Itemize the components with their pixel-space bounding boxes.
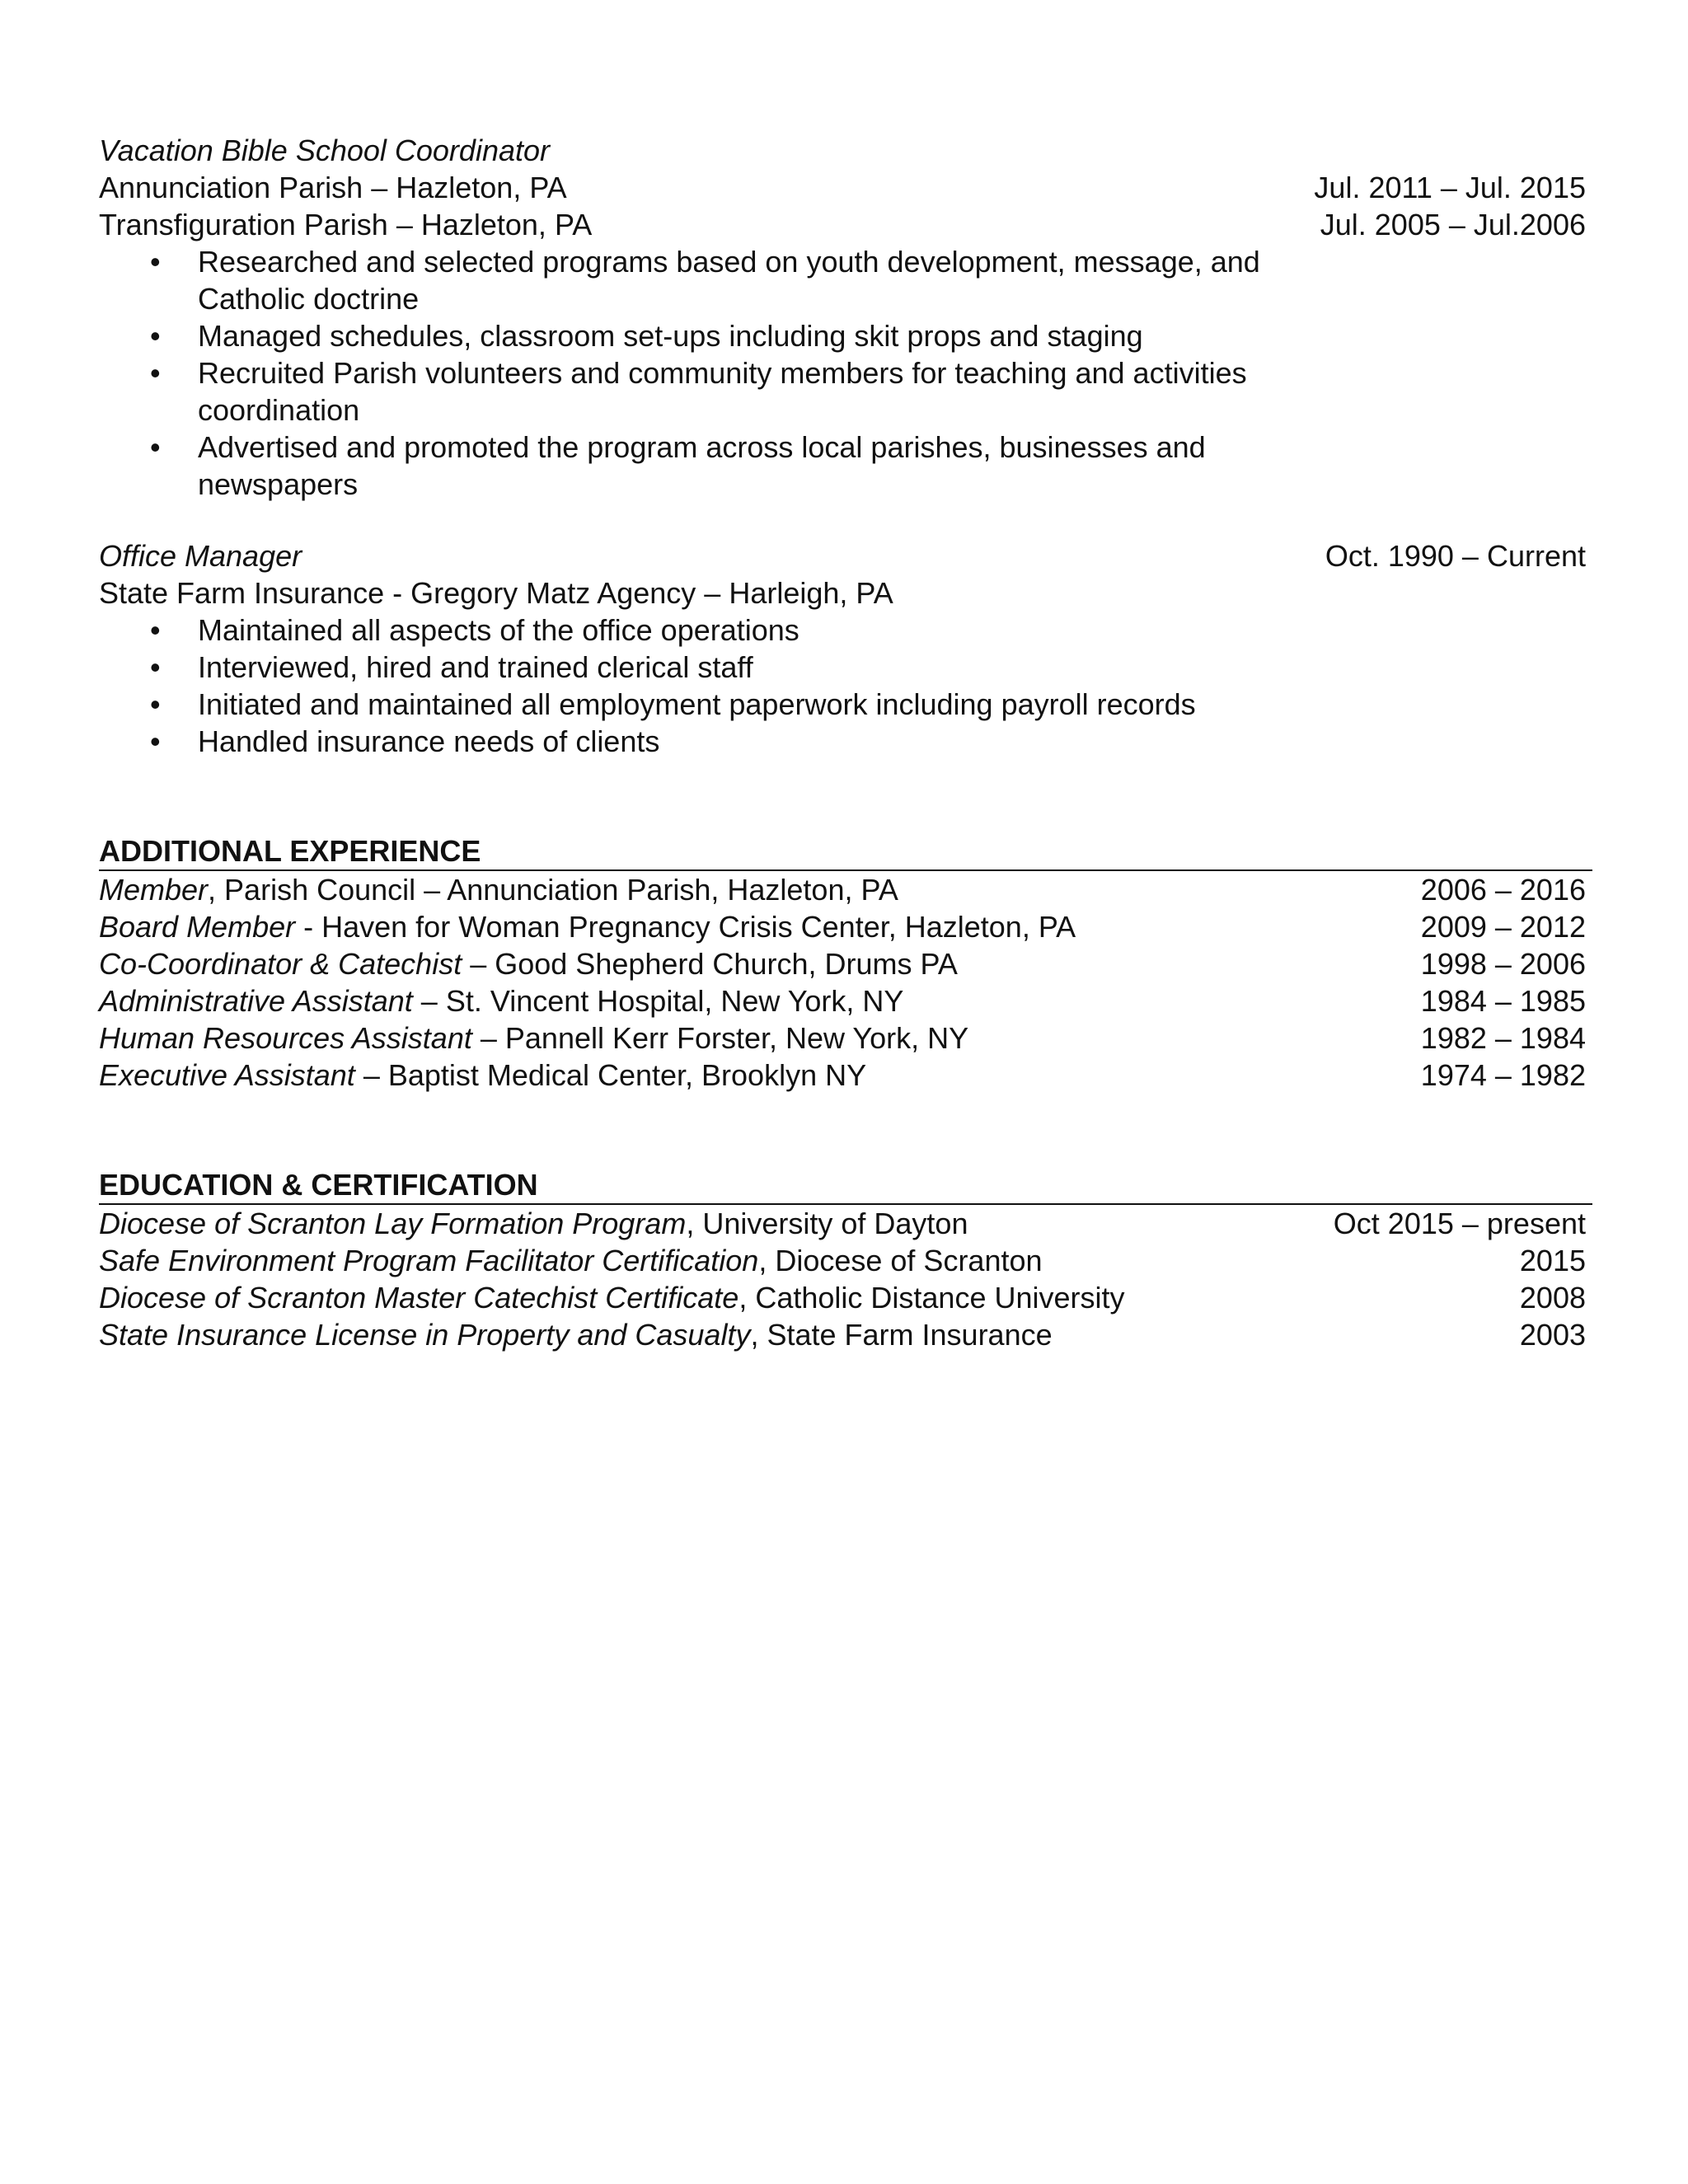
list-item	[99, 723, 1335, 760]
separator: –	[354, 1058, 388, 1092]
bullet-text: Interviewed, hired and trained clerical staff	[198, 650, 753, 684]
organization: Parish Council – Annunciation Parish, Hazleton, PA	[224, 873, 898, 907]
separator: –	[471, 1021, 505, 1055]
list-item	[99, 1019, 1586, 1057]
list-item	[99, 686, 1335, 723]
years: 2003	[1519, 1318, 1586, 1352]
years: 1998 – 2006	[1420, 947, 1586, 981]
bullet-text: Advertised and promoted the program across local parishes, businesses and newspapers	[198, 430, 1206, 501]
job-bullet-list	[99, 243, 1586, 503]
organization: St. Vincent Hospital, New York, NY	[445, 984, 904, 1018]
organization: Pannell Kerr Forster, New York, NY	[504, 1021, 969, 1055]
years: 1974 – 1982	[1420, 1058, 1586, 1092]
separator: ,	[738, 1281, 756, 1315]
separator: –	[462, 947, 495, 981]
years: 2015	[1519, 1244, 1586, 1277]
organization: Catholic Distance University	[755, 1281, 1125, 1315]
job-location: Transfiguration Parish – Hazleton, PA	[99, 208, 593, 241]
separator: ,	[758, 1244, 776, 1277]
list-item	[99, 1205, 1586, 1242]
years: Oct 2015 – present	[1333, 1207, 1586, 1240]
separator: –	[412, 984, 446, 1018]
additional-experience-list	[99, 871, 1586, 1094]
program: Diocese of Scranton Master Catechist Certificate	[99, 1281, 739, 1315]
bullet-text: Maintained all aspects of the office operations	[198, 613, 799, 647]
job-title: Office Manager	[99, 539, 302, 573]
bullet-icon: •	[150, 430, 161, 464]
job-dates: Jul. 2011 – Jul. 2015	[1314, 171, 1586, 204]
bullet-text: Managed schedules, classroom set-ups including skit props and staging	[198, 319, 1143, 353]
job-office-manager	[99, 537, 1586, 760]
bullet-icon: •	[150, 613, 161, 647]
bullet-icon: •	[150, 245, 161, 279]
bullet-icon: •	[150, 319, 161, 353]
bullet-icon: •	[150, 356, 161, 390]
list-item	[99, 871, 1586, 908]
list-item	[99, 612, 1335, 649]
bullet-icon: •	[150, 724, 161, 758]
job-location-row	[99, 169, 1586, 206]
organization: Good Shepherd Church, Drums PA	[495, 947, 958, 981]
job-title-row	[99, 537, 1586, 574]
list-item	[99, 1242, 1586, 1279]
years: 2008	[1519, 1281, 1586, 1315]
bullet-icon: •	[150, 687, 161, 721]
list-item	[99, 1279, 1586, 1316]
list-item	[99, 243, 1335, 317]
job-title: Vacation Bible School Coordinator	[99, 134, 550, 167]
bullet-text: Initiated and maintained all employment paperwork including payroll records	[198, 687, 1196, 721]
section-heading: EDUCATION & CERTIFICATION	[99, 1166, 1592, 1205]
list-item	[99, 908, 1586, 945]
list-item	[99, 1316, 1586, 1353]
program: Diocese of Scranton Lay Formation Program	[99, 1207, 687, 1240]
job-dates: Oct. 1990 – Current	[1325, 539, 1586, 573]
years: 1982 – 1984	[1420, 1021, 1586, 1055]
bullet-icon: •	[150, 650, 161, 684]
resume-page	[99, 132, 1586, 1353]
job-location-row	[99, 206, 1586, 243]
program: State Insurance License in Property and Casualty	[99, 1318, 751, 1352]
job-dates: Jul. 2005 – Jul.2006	[1320, 208, 1586, 241]
separator: ,	[686, 1207, 703, 1240]
section-heading: ADDITIONAL EXPERIENCE	[99, 832, 1592, 871]
list-item	[99, 945, 1586, 982]
organization: Diocese of Scranton	[775, 1244, 1043, 1277]
job-location: State Farm Insurance - Gregory Matz Agency – Harleigh, PA	[99, 576, 893, 610]
job-bullet-list	[99, 612, 1586, 760]
list-item	[99, 354, 1335, 429]
bullet-text: Handled insurance needs of clients	[198, 724, 660, 758]
role: Human Resources Assistant	[99, 1021, 472, 1055]
job-vbs-coordinator	[99, 132, 1586, 503]
role: Board Member	[99, 910, 296, 944]
bullet-text: Researched and selected programs based on youth development, message, and Catholic doctrine	[198, 245, 1260, 316]
bullet-text: Recruited Parish volunteers and community members for teaching and activities coordination	[198, 356, 1247, 427]
list-item	[99, 317, 1335, 354]
additional-experience-section	[99, 832, 1586, 1094]
organization: State Farm Insurance	[767, 1318, 1053, 1352]
job-title-row	[99, 132, 1586, 169]
separator: -	[295, 910, 322, 944]
education-section	[99, 1166, 1586, 1353]
role: Member	[99, 873, 209, 907]
job-location: Annunciation Parish – Hazleton, PA	[99, 171, 567, 204]
role: Administrative Assistant	[99, 984, 413, 1018]
years: 1984 – 1985	[1420, 984, 1586, 1018]
list-item	[99, 982, 1586, 1019]
list-item	[99, 1057, 1586, 1094]
years: 2009 – 2012	[1420, 910, 1586, 944]
role: Executive Assistant	[99, 1058, 355, 1092]
role: Co-Coordinator & Catechist	[99, 947, 462, 981]
separator: ,	[750, 1318, 767, 1352]
job-location-row	[99, 574, 1586, 612]
separator: ,	[208, 873, 225, 907]
education-list	[99, 1205, 1586, 1353]
list-item	[99, 429, 1335, 503]
program: Safe Environment Program Facilitator Certification	[99, 1244, 759, 1277]
list-item	[99, 649, 1335, 686]
organization: Baptist Medical Center, Brooklyn NY	[387, 1058, 867, 1092]
organization: Haven for Woman Pregnancy Crisis Center, Hazleton, PA	[321, 910, 1076, 944]
organization: University of Dayton	[702, 1207, 968, 1240]
years: 2006 – 2016	[1420, 873, 1586, 907]
